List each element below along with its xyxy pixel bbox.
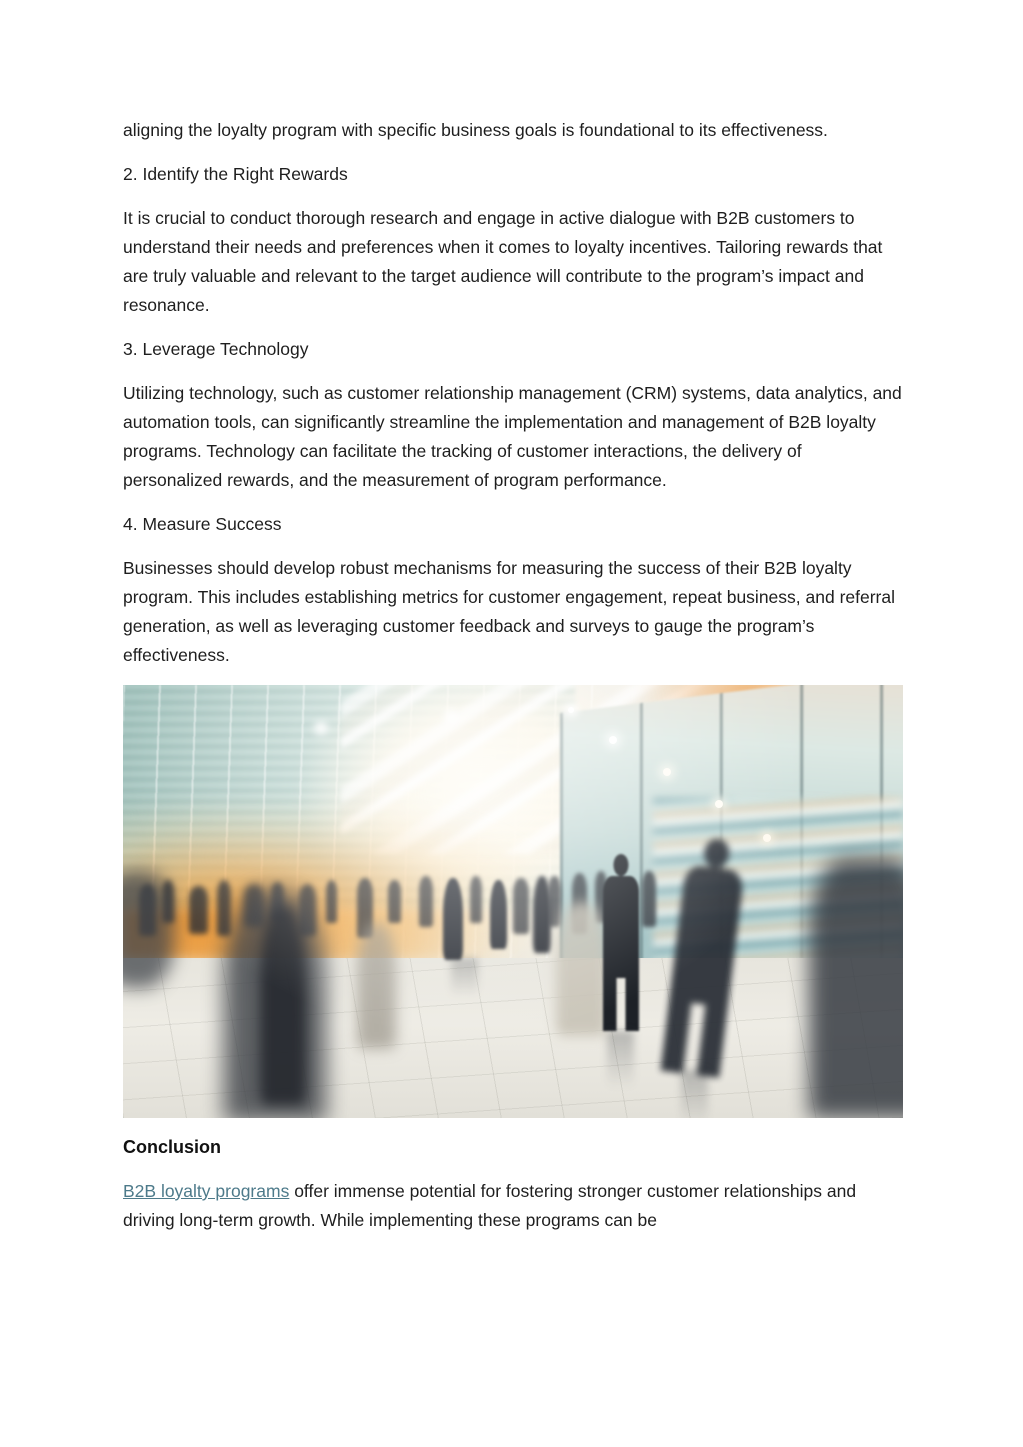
paragraph-identify-right-rewards: It is crucial to conduct thorough research and engage in active dialogue with B2B customers to understand their needs and preferences when it comes to loyalty incentives. Tailoring rewards that are truly valuable and relevant to the target audience will contribute to the program’s impact and resonance.	[123, 208, 883, 315]
heading-identify-right-rewards: 2. Identify the Right Rewards	[123, 164, 348, 184]
paragraph-measure-success: Businesses should develop robust mechanisms for measuring the success of their B2B loyalty program. This includes establishing metrics for customer engagement, repeat business, and referral generation, as well as leveraging customer feedback and surveys to gauge the program’s effectiveness.	[123, 558, 895, 665]
conclusion-paragraph-text: offer immense potential for fostering stronger customer relationships and driving long-term growth. While implementing these programs can be	[123, 1181, 857, 1230]
atrium-crowd-photo	[123, 685, 903, 1118]
intro-continuation-paragraph: aligning the loyalty program with specific business goals is foundational to its effectiveness.	[123, 120, 828, 140]
heading-conclusion: Conclusion	[123, 1137, 221, 1157]
photo-overexposure-layer	[123, 685, 903, 1118]
b2b-loyalty-programs-link[interactable]: B2B loyalty programs	[123, 1181, 290, 1201]
heading-leverage-technology: 3. Leverage Technology	[123, 339, 309, 359]
heading-measure-success: 4. Measure Success	[123, 514, 282, 534]
conclusion-paragraph	[123, 1177, 903, 1235]
paragraph-leverage-technology: Utilizing technology, such as customer relationship management (CRM) systems, data analytics, and automation tools, can significantly streamline the implementation and management of B2B loyalty programs. Technology can facilitate the tracking of customer interactions, the delivery of personalized rewards, and the measurement of program performance.	[123, 383, 902, 490]
document-content	[123, 116, 903, 1250]
